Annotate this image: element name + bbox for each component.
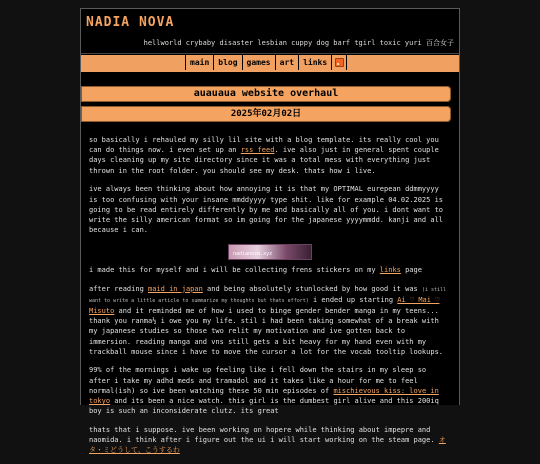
nav-item-links[interactable]: links: [298, 55, 332, 70]
text: thats that i suppose. ive been working on hopere while thinking about impepre and naomida. i think after i figure out the ui i will start working on the steam page.: [89, 425, 439, 445]
text: and being absolutely stunlocked by how good it was: [202, 284, 422, 293]
site-tagline: hellworld crybaby disaster lesbian cuppy dog barf tgirl toxic yuri 百合女子: [143, 39, 454, 47]
sticker-row: [89, 244, 451, 261]
text: and it reminded me of how i used to binge gender bender manga in my teens... thank you ranma½ i owe you my life. stil i had been taking somewhat of a break with my japanese studies so those two relit my motivation and ive gotten back to immersion. reading manga and vns still gets a bit heavy for my hand even with my trackball mouse since i have to move the cursor a lot for the vocab tooltip lookups.: [89, 306, 444, 356]
site-title[interactable]: NADIA NOVA: [86, 15, 175, 30]
text: so basically i rehauled my silly lil site with a blog template. its really cool you can do things now. i even set up an: [89, 136, 439, 155]
nav-item-main[interactable]: main: [185, 55, 214, 70]
mischievous-kiss-link[interactable]: mischievous kiss: love in tokyo: [89, 386, 439, 406]
japanese-link[interactable]: オタ・ミどうして、こうするわ: [89, 436, 446, 455]
paragraph-1: [89, 135, 451, 176]
links-page-link[interactable]: links: [379, 265, 401, 274]
paragraph-4: [89, 284, 451, 357]
maid-in-japan-link[interactable]: maid in japan: [148, 284, 203, 293]
text: i ended up starting: [308, 295, 398, 304]
paragraph-6: [89, 425, 451, 456]
post-title: auauaua website overhaul: [81, 86, 451, 102]
nav-item-rss[interactable]: [331, 55, 347, 70]
paragraph-5: [89, 365, 451, 416]
text: . ive also just in general spent couple days cleaning up my site directory since it was a total mess with everything just thrown in the root folder. you should see my desk. thats how i live.: [89, 146, 439, 175]
nav-item-blog[interactable]: blog: [213, 55, 242, 70]
text: and its been a nice watch. this girl is the dumbest girl alive and this 200iq boy is such an inconsiderate clutz. its great: [89, 397, 439, 416]
text: after reading: [89, 284, 149, 293]
rss-feed-link[interactable]: rss feed: [240, 146, 275, 155]
ai-mai-misuto-link[interactable]: Ai ♡ Mai ♡ Misuto: [89, 295, 440, 315]
text: i made this for myself and i will be collecting frens stickers on my: [89, 265, 380, 274]
paragraph-2: ive always been thinking about how annoying it is that my OPTIMAL eurepean ddmmyyyy is too confusing with your insane mmddyyyy type shit. like for example 04.02.2025 is going to be read entirely differently by me and basically all of you. i dont want to write the silly american format so im going for the japanese yyyymmdd. kanji and all because i can.: [89, 185, 444, 235]
paragraph-3: [89, 265, 451, 275]
text: page: [400, 265, 422, 274]
site-header: [81, 9, 459, 54]
text: 99% of the mornings i wake up feeling like i fell down the stairs in my sleep so after i take my adhd meds and tramadol and it takes like a hour for me to feel normal(ish) so ive been watching these 50 min episodes of: [89, 366, 427, 395]
rss-icon: [335, 58, 344, 67]
sticker-text: nadianova.xyz: [233, 250, 273, 257]
nav-bar: [81, 54, 459, 73]
post-date: 2025年02月02日: [81, 106, 451, 122]
aside-note: (i still want to write a little article to summarize my thoughts but thats effort): [89, 286, 447, 304]
site-sticker-image[interactable]: [228, 244, 312, 260]
nav-item-art[interactable]: art: [275, 55, 299, 70]
nav-item-games[interactable]: games: [242, 55, 276, 70]
page-container: [80, 8, 460, 455]
post-body: [89, 135, 451, 464]
nav-menu: [185, 55, 346, 72]
